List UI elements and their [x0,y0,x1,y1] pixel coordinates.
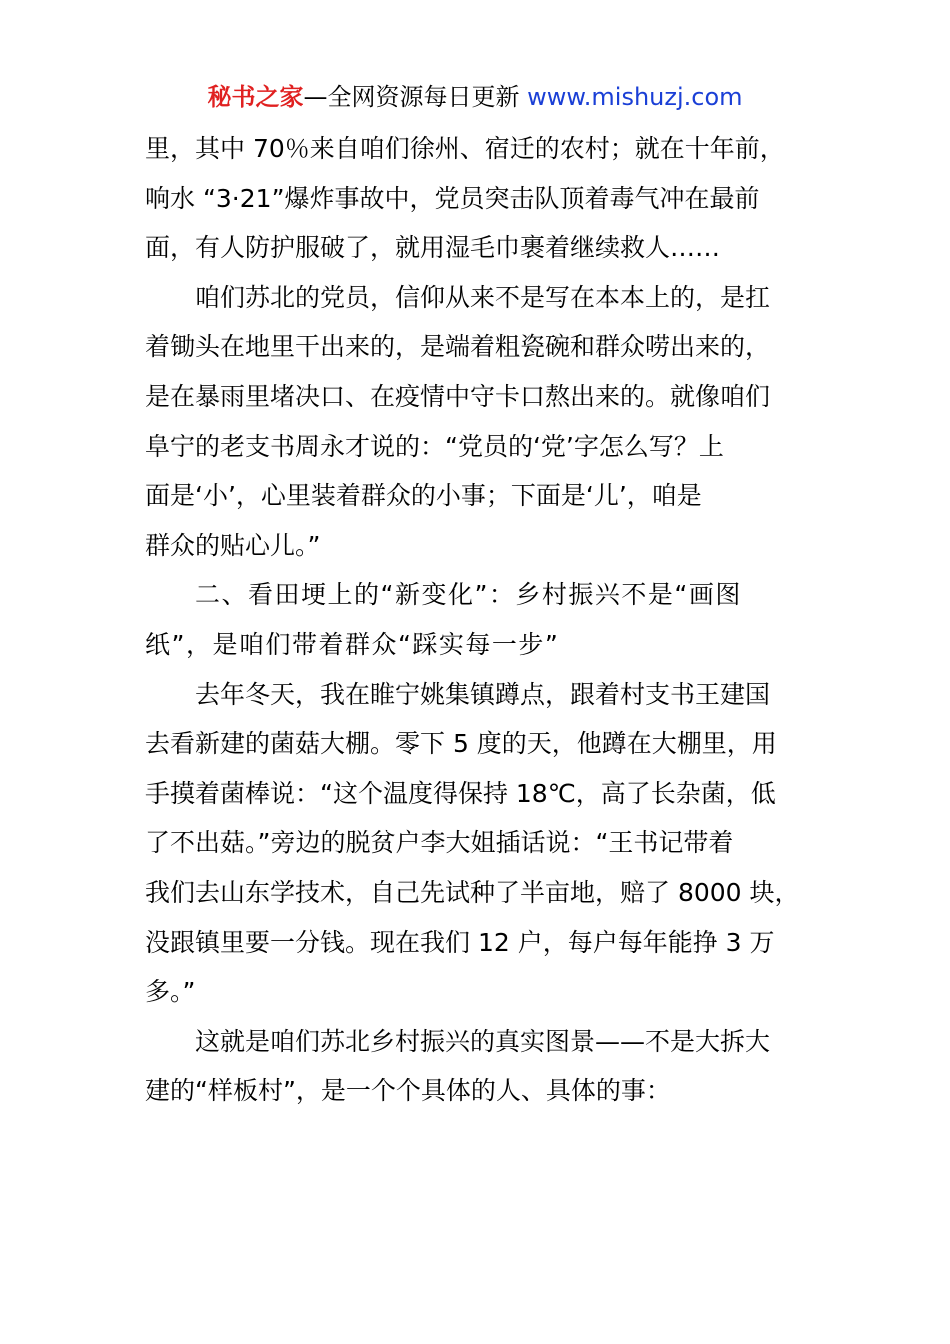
text-line: 我们去山东学技术，自己先试种了半亩地，赔了 8000 块， [145,877,800,907]
text-line: 面是‘小’，心里装着群众的小事；下面是‘儿’，咱是 [145,481,702,511]
section-heading: 二、看田埂上的“新变化”：乡村振兴不是“画图 [195,580,742,610]
text-line: 群众的贴心儿。” [145,530,321,560]
text-line: 着锄头在地里干出来的，是端着粗瓷碗和群众唠出来的， [145,332,771,362]
brand-name: 秘书之家 [207,83,304,111]
text-line: 阜宁的老支书周永才说的：“党员的‘党’字怎么写？上 [145,431,724,461]
text-line: 响水 “3·21”爆炸事故中，党员突击队顶着毒气冲在最前 [145,183,760,213]
text-line: 去看新建的菌菇大棚。零下 5 度的天，他蹲在大棚里，用 [145,729,777,759]
text-line: 面，有人防护服破了，就用湿毛巾裹着继续救人…… [145,233,721,263]
body-text [145,124,807,1116]
text-line: 多。” [145,977,196,1007]
header-tagline: —全网资源每日更新 [303,83,528,111]
text-line: 建的“样板村”，是一个个具体的人、具体的事： [145,1076,671,1106]
section-heading-cont: 纸”，是咱们带着群众“踩实每一步” [145,629,560,659]
page-header [0,82,950,112]
text-line: 了不出菇。”旁边的脱贫户李大姐插话说：“王书记带着 [145,828,734,858]
paragraph-start: 咱们苏北的党员，信仰从来不是写在本本上的，是扛 [195,282,771,312]
paragraph-start: 去年冬天，我在睢宁姚集镇蹲点，跟着村支书王建国 [195,679,771,709]
website-link[interactable]: www.mishuzj.com [527,83,743,111]
text-line: 没跟镇里要一分钱。现在我们 12 户，每户每年能挣 3 万 [145,927,775,957]
text-line: 是在暴雨里堵决口、在疫情中守卡口熬出来的。就像咱们 [145,381,771,411]
text-line: 里，其中 70％来自咱们徐州、宿迁的农村；就在十年前， [145,134,785,163]
paragraph-start: 这就是咱们苏北乡村振兴的真实图景——不是大拆大 [195,1026,771,1056]
text-line: 手摸着菌棒说：“这个温度得保持 18℃，高了长杂菌，低 [145,778,776,808]
